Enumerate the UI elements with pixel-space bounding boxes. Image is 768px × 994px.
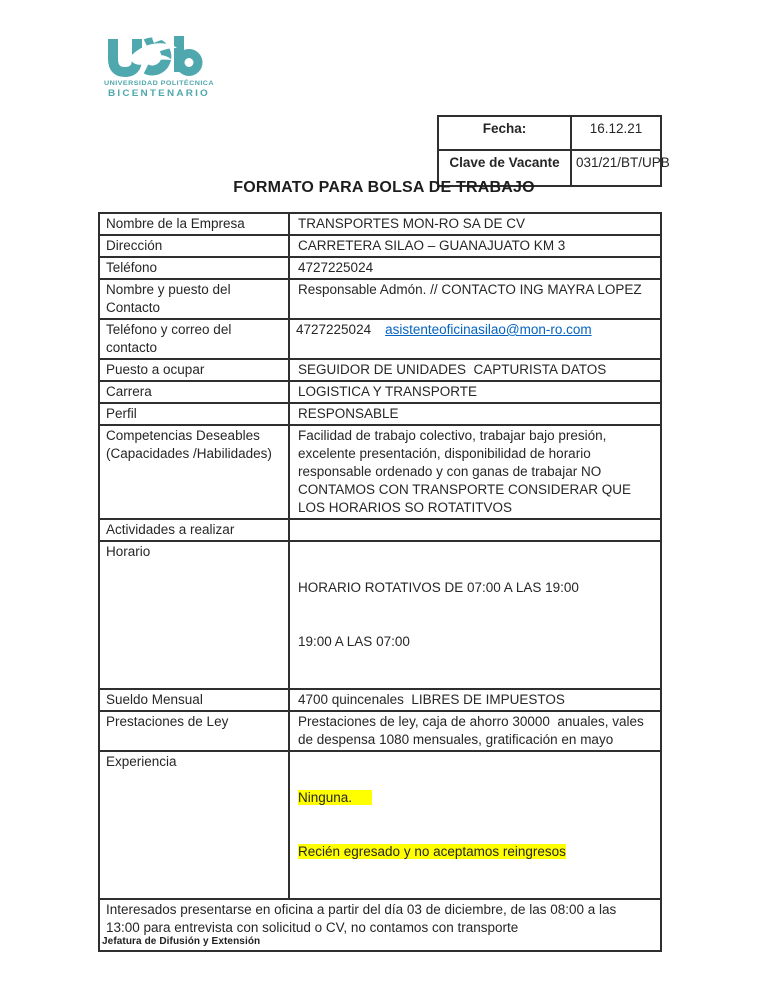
table-row-horario	[99, 541, 661, 689]
clave-vacante-value: 031/21/BT/UPB	[571, 150, 661, 186]
field-label: Perfil	[99, 403, 289, 425]
field-value: 4700 quincenales LIBRES DE IMPUESTOS	[289, 689, 661, 711]
field-label: Experiencia	[99, 751, 289, 899]
fecha-label: Fecha:	[438, 116, 571, 150]
field-value: RESPONSABLE	[289, 403, 661, 425]
table-row-telefono	[99, 257, 661, 279]
field-value: 4727225024	[289, 257, 661, 279]
experiencia-highlight-2: Recién egresado y no aceptamos reingresos	[298, 844, 566, 859]
page-title: FORMATO PARA BOLSA DE TRABAJO	[233, 179, 535, 196]
field-label: Sueldo Mensual	[99, 689, 289, 711]
logo-line-bicentenario: BICENTENARIO	[108, 88, 210, 98]
fecha-value: 16.12.21	[571, 116, 661, 150]
letter-b-bowl	[180, 54, 198, 72]
field-value: TRANSPORTES MON-RO SA DE CV	[289, 213, 661, 235]
field-label: Nombre de la Empresa	[99, 213, 289, 235]
table-row-actividades	[99, 519, 661, 541]
table-row-competencias	[99, 425, 661, 519]
interview-notice: Interesados presentarse en oficina a partir del día 03 de diciembre, de las 08:00 a las 13:00 para entrevista con solicitud o CV, no contamos con transporte	[99, 899, 661, 951]
table-row-carrera	[99, 381, 661, 403]
field-label: Competencias Deseables (Capacidades /Habilidades)	[99, 425, 289, 519]
field-value	[289, 519, 661, 541]
field-value: LOGISTICA Y TRANSPORTE	[289, 381, 661, 403]
field-label: Actividades a realizar	[99, 519, 289, 541]
clave-vacante-label: Clave de Vacante	[438, 150, 571, 186]
experiencia-highlight-1: Ninguna.	[298, 790, 372, 805]
field-label: Prestaciones de Ley	[99, 711, 289, 751]
table-row-puesto	[99, 359, 661, 381]
table-row-direccion	[99, 235, 661, 257]
table-row-telefono-correo	[99, 319, 661, 359]
field-label: Teléfono y correo del contacto	[99, 319, 289, 359]
field-label: Carrera	[99, 381, 289, 403]
field-value: Prestaciones de ley, caja de ahorro 30000 anuales, vales de despensa 1080 mensuales, gratificación en mayo	[289, 711, 661, 751]
table-row-perfil	[99, 403, 661, 425]
field-label: Teléfono	[99, 257, 289, 279]
field-value: Responsable Admón. // CONTACTO ING MAYRA LOPEZ	[289, 279, 661, 319]
contact-phone: 4727225024	[296, 322, 372, 337]
field-label: Puesto a ocupar	[99, 359, 289, 381]
contact-email-link[interactable]: asistenteoficinasilao@mon-ro.com	[385, 322, 592, 337]
field-value: SEGUIDOR DE UNIDADES CAPTURISTA DATOS	[289, 359, 661, 381]
table-row-empresa	[99, 213, 661, 235]
table-row-experiencia	[99, 751, 661, 899]
field-value	[289, 319, 661, 359]
footer-department-label: Jefatura de Difusión y Extensión	[102, 936, 261, 947]
field-value	[289, 541, 661, 689]
table-row-prestaciones	[99, 711, 661, 751]
field-value: Facilidad de trabajo colectivo, trabajar bajo presión, excelente presentación, disponibilidad de horario responsable ordenado y con ganas de trabajar NO CONTAMOS CON TRANSPORTE CONSIDERAR QUE LOS HORARIOS SO ROTATITVOS	[289, 425, 661, 519]
job-posting-table	[98, 212, 662, 952]
field-label: Dirección	[99, 235, 289, 257]
table-row	[438, 116, 661, 150]
field-label: Nombre y puesto del Contacto	[99, 279, 289, 319]
table-row-contacto	[99, 279, 661, 319]
horario-line-2: 19:00 A LAS 07:00	[298, 634, 410, 649]
field-label: Horario	[99, 541, 289, 689]
upb-monogram	[100, 36, 218, 100]
field-value: CARRETERA SILAO – GUANAJUATO KM 3	[289, 235, 661, 257]
table-row-sueldo	[99, 689, 661, 711]
field-value	[289, 751, 661, 899]
horario-line-1: HORARIO ROTATIVOS DE 07:00 A LAS 19:00	[298, 580, 579, 595]
upb-logo	[100, 36, 218, 100]
header-meta-table	[437, 115, 670, 187]
logo-line-universidad: UNIVERSIDAD POLITÉCNICA	[104, 80, 203, 87]
